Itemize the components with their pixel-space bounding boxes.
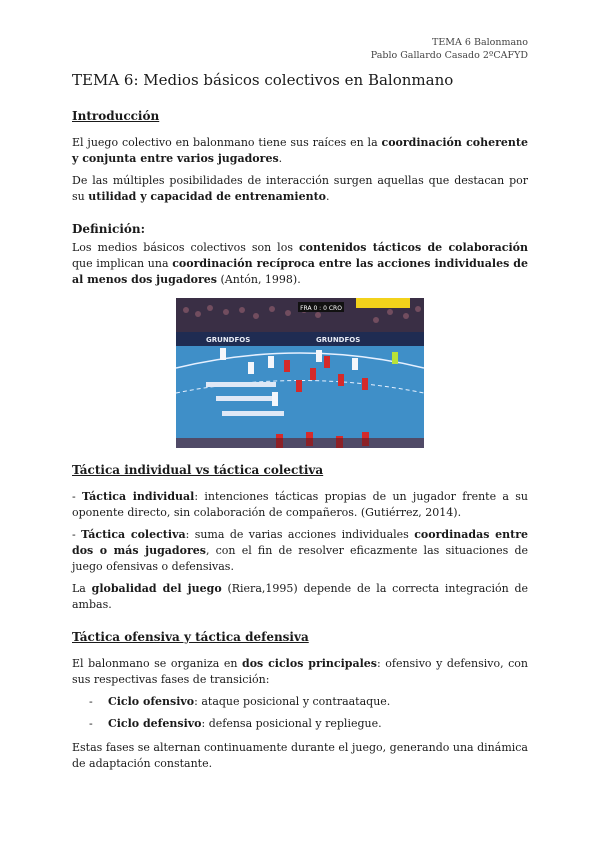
document-body (72, 108, 528, 778)
document-title: TEMA 6: Medios básicos colectivos en Balonmano (72, 71, 454, 89)
tactica-colectiva-paragraph (72, 527, 528, 575)
bold-run: coordinación coherente y conjunta entre varios jugadores (72, 136, 528, 165)
bold-run: coordinación recíproca entre las acciones individuales de al menos dos jugadores (72, 257, 528, 286)
text-run: que implican una (72, 257, 173, 270)
section-heading-introduccion: Introducción (72, 109, 160, 123)
list-item (72, 716, 528, 732)
text-run: (Riera,1995) depende de la correcta integración de ambas. (72, 582, 529, 611)
bold-run: coordinadas entre dos o más jugadores (72, 528, 529, 557)
handball-court-illustration (176, 298, 424, 448)
list-item (72, 694, 528, 710)
text-run: , con el fin de resolver eficazmente las situaciones de juego ofensivas o defensivas. (72, 544, 528, 573)
text-run: - (72, 490, 83, 503)
section-heading-definicion: Definición: (72, 222, 146, 236)
ciclos-list (72, 694, 528, 732)
handball-match-photo (176, 298, 424, 448)
page-header (371, 36, 528, 62)
ad-board-text: GRUNDFOS (206, 336, 251, 344)
header-course: TEMA 6 Balonmano (432, 37, 528, 48)
text-run: - (72, 528, 82, 541)
bold-run: utilidad y capacidad de entrenamiento (88, 190, 327, 203)
bold-run: dos ciclos principales (242, 657, 377, 670)
globalidad-paragraph (72, 581, 528, 613)
text-run: : defensa posicional y repliegue. (201, 717, 382, 730)
text-run: : ofensivo y defensivo, con sus respectivas fases de transición: (72, 657, 528, 686)
text-run: : suma de varias acciones individuales (185, 528, 415, 541)
bold-run: Táctica colectiva (81, 528, 186, 541)
scoreboard-text: FRA 0 : 0 CRO (300, 305, 342, 312)
ciclos-paragraph (72, 656, 528, 688)
bold-run: Ciclo defensivo (108, 717, 202, 730)
bold-run: globalidad del juego (91, 582, 222, 595)
list-dash: - (89, 717, 93, 730)
definicion-paragraph (72, 240, 528, 288)
text-run: Los medios básicos colectivos son los (72, 241, 299, 254)
text-run: : ataque posicional y contraataque. (194, 695, 391, 708)
bold-run: contenidos tácticos de colaboración (298, 241, 528, 254)
section-heading-tactica: Táctica individual vs táctica colectiva (72, 463, 324, 477)
intro-paragraph-1 (72, 135, 528, 167)
text-run: El balonmano se organiza en (72, 657, 242, 670)
list-dash: - (89, 695, 93, 708)
text-run: (Antón, 1998). (217, 273, 301, 286)
section-heading-ofensiva: Táctica ofensiva y táctica defensiva (72, 630, 309, 644)
text-run: El juego colectivo en balonmano tiene sus raíces en la (72, 136, 382, 149)
ad-board-text: GRUNDFOS (316, 336, 361, 344)
header-author: Pablo Gallardo Casado 2ºCAFYD (370, 50, 528, 61)
text-run: . (278, 152, 283, 165)
text-run: De las múltiples posibilidades de interacción surgen aquellas que destacan por su (72, 174, 528, 203)
bold-run: Táctica individual (82, 490, 195, 503)
text-run: La (72, 582, 92, 595)
bold-run: Ciclo ofensivo (108, 695, 195, 708)
tactica-individual-paragraph (72, 489, 528, 521)
closing-paragraph: Estas fases se alternan continuamente durante el juego, generando una dinámica de adaptación constante. (72, 741, 528, 770)
text-run: : intenciones tácticas propias de un jugador frente a su oponente directo, sin colaboración de compañeros. (Gutiérrez, 2014). (72, 490, 529, 519)
intro-paragraph-2 (72, 173, 528, 205)
text-run: . (326, 190, 330, 203)
